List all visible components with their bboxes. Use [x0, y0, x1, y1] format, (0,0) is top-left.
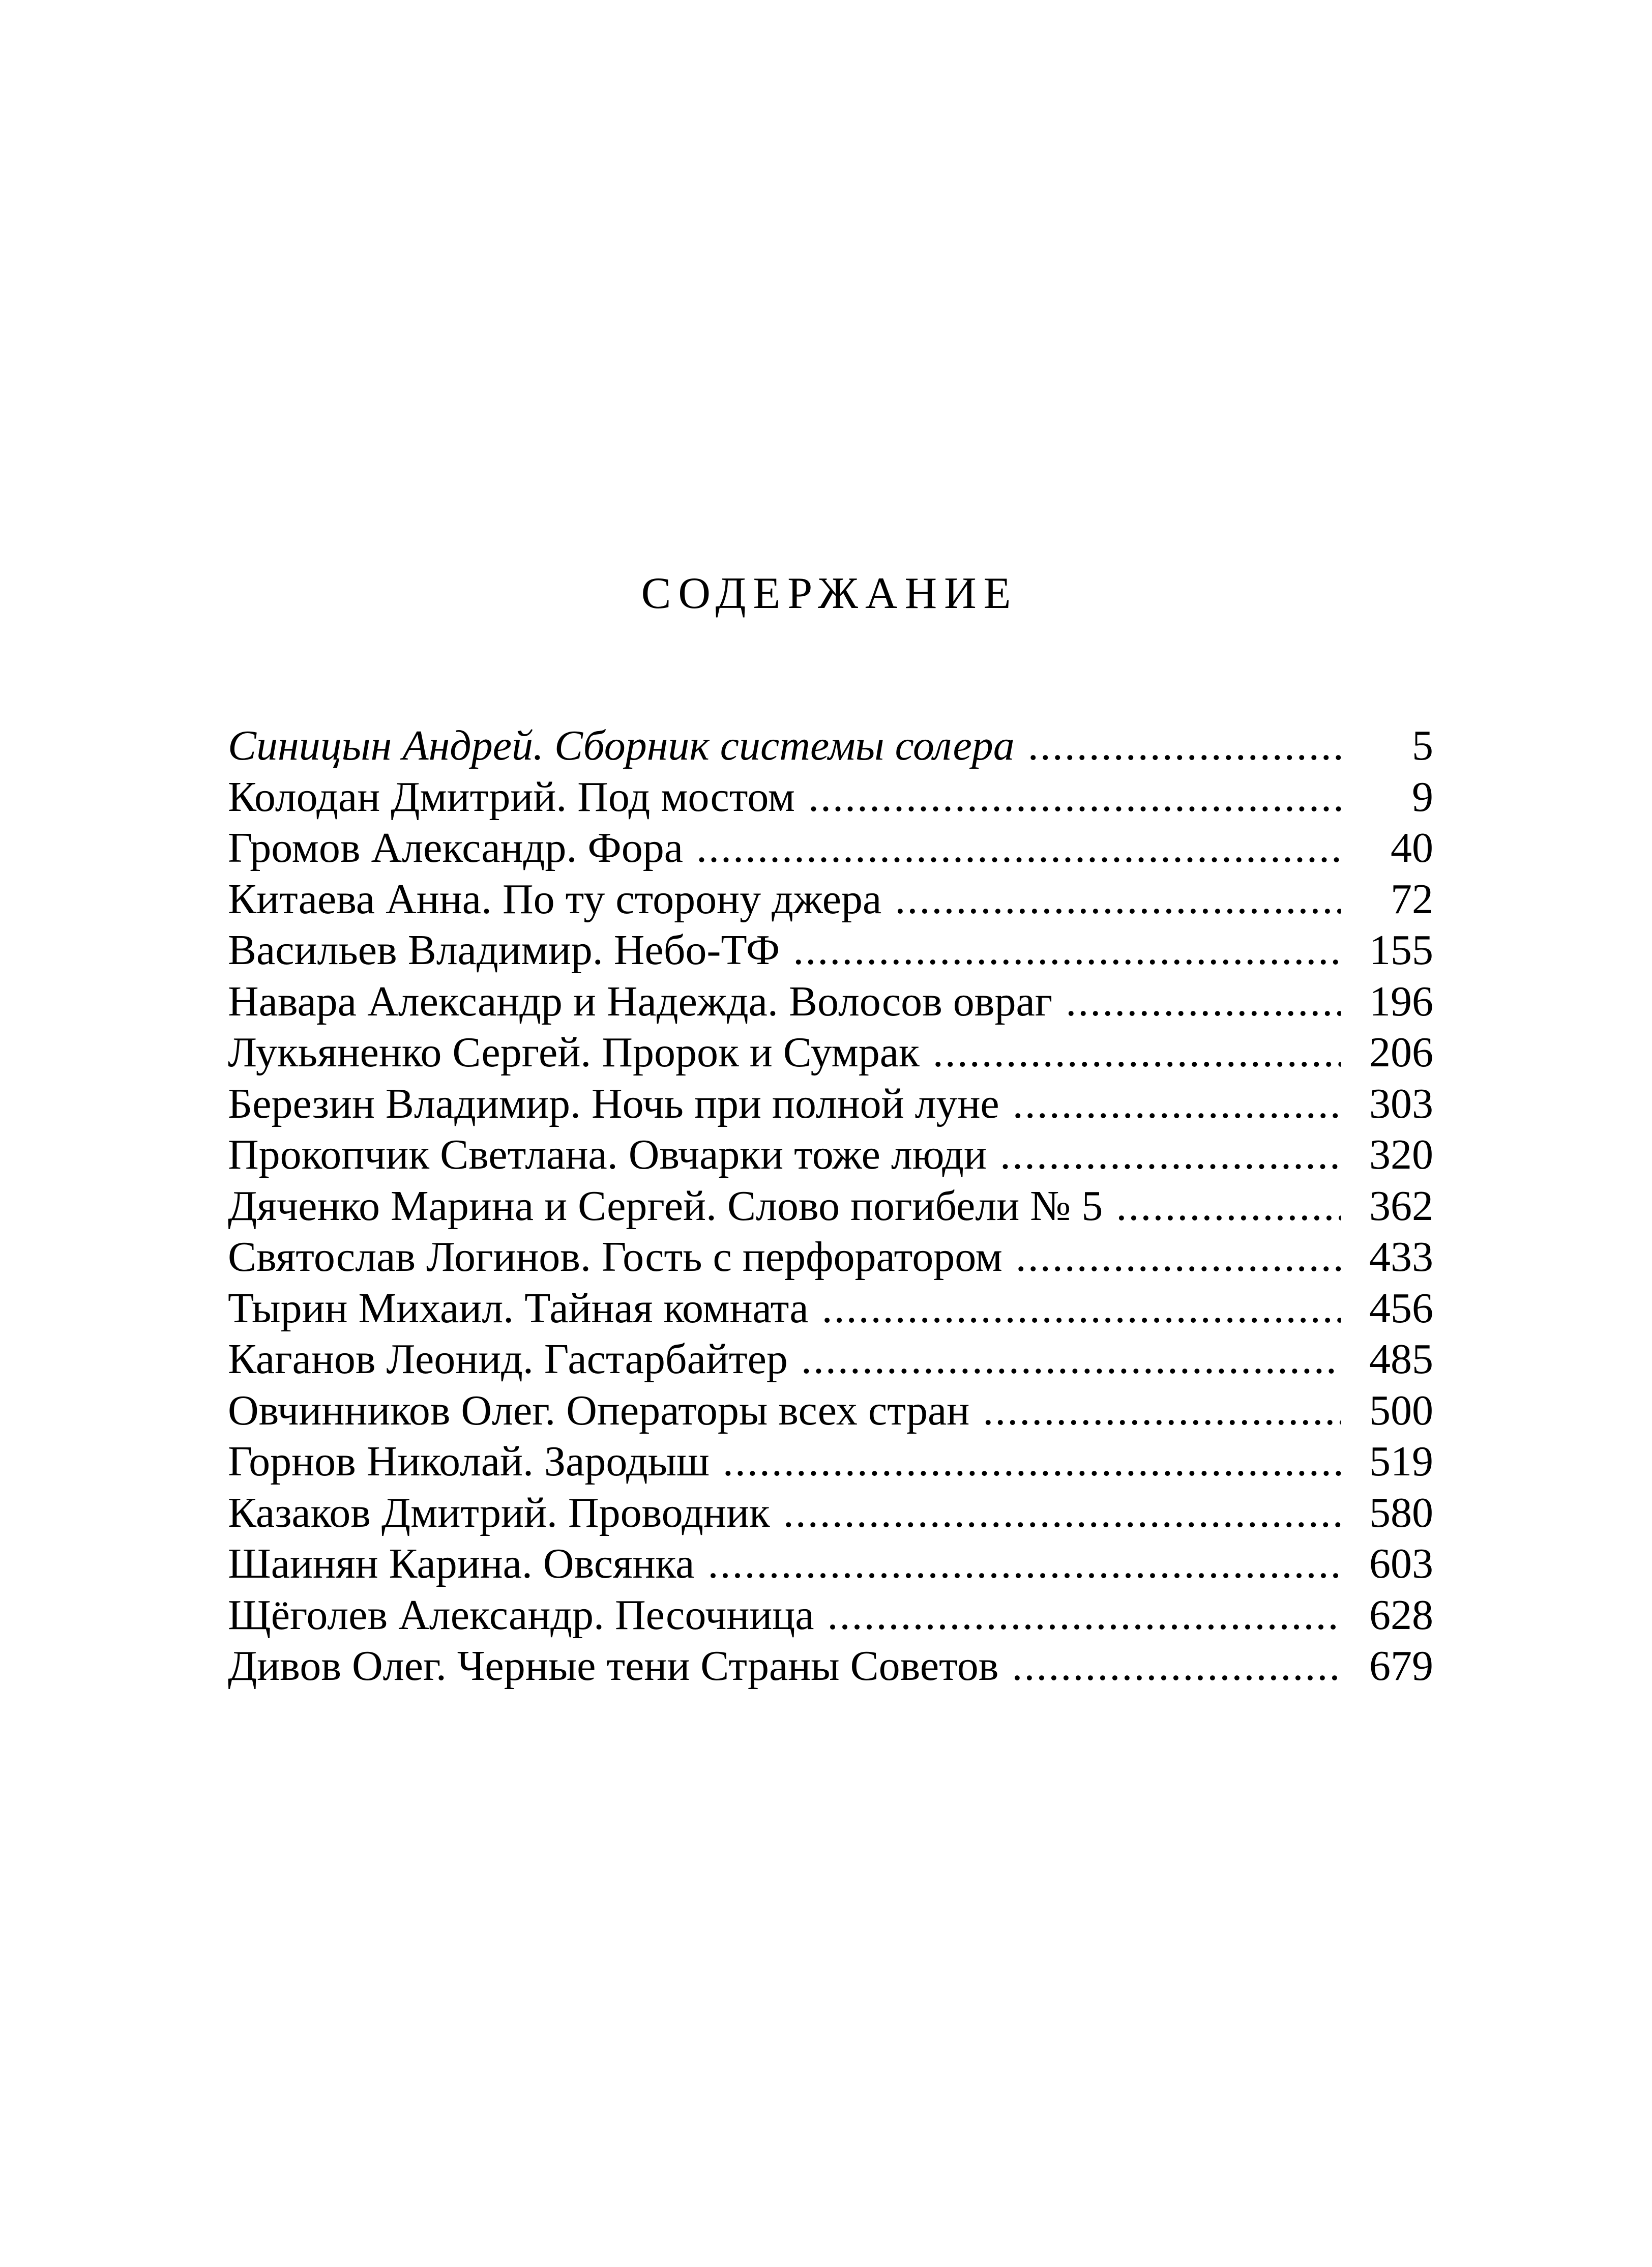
toc-page-number: 72 — [1391, 875, 1433, 923]
toc-page-number: 433 — [1369, 1233, 1433, 1281]
toc-entry — [228, 1129, 1433, 1181]
toc-page-number: 485 — [1369, 1335, 1433, 1383]
toc-entry-text: Китаева Анна. По ту сторону джера — [228, 875, 882, 923]
dot-leader — [783, 1488, 1341, 1538]
dot-leader — [723, 1436, 1341, 1487]
toc-entry — [228, 1079, 1433, 1130]
dot-leader — [1066, 976, 1341, 1027]
toc-entry-text: Щёголев Александр. Песочница — [228, 1591, 814, 1639]
toc-entry-text: Каганов Леонид. Гастарбайтер — [228, 1335, 788, 1383]
toc-page-number: 500 — [1369, 1386, 1433, 1434]
toc-entry — [228, 720, 1433, 772]
dot-leader — [1000, 1129, 1341, 1180]
toc-entry-text: Лукьяненко Сергей. Пророк и Сумрак — [228, 1029, 920, 1076]
toc-page-number: 320 — [1369, 1131, 1433, 1178]
toc-entry — [228, 1488, 1433, 1539]
toc-page-number: 5 — [1412, 722, 1433, 769]
dot-leader — [808, 772, 1341, 823]
toc-entry-text: Громов Александр. Фора — [228, 824, 684, 871]
toc-page-number: 362 — [1369, 1182, 1433, 1230]
toc-page-number: 679 — [1369, 1642, 1433, 1690]
toc-entry-text: Березин Владимир. Ночь при полной луне — [228, 1080, 999, 1127]
toc-page-number: 519 — [1369, 1438, 1433, 1485]
toc-page-number: 303 — [1369, 1080, 1433, 1127]
toc-entry — [228, 1232, 1433, 1283]
toc-entry-text: Прокопчик Светлана. Овчарки тоже люди — [228, 1131, 987, 1178]
toc-entry-text: Тырин Михаил. Тайная комната — [228, 1284, 809, 1332]
page-title: СОДЕРЖАНИЕ — [641, 569, 1018, 618]
toc-entry — [228, 1538, 1433, 1590]
toc-entry-text: Колодан Дмитрий. Под мостом — [228, 773, 795, 821]
toc-entry-text: Синицын Андрей. Сборник системы солера — [228, 722, 1015, 769]
toc-entry — [228, 1641, 1433, 1692]
dot-leader — [801, 1334, 1341, 1385]
toc-page-number: 628 — [1369, 1591, 1433, 1639]
toc-entry — [228, 976, 1433, 1028]
toc-entry — [228, 1181, 1433, 1232]
toc-entry-text: Святослав Логинов. Гость с перфоратором — [228, 1233, 1002, 1281]
toc-page-number: 40 — [1391, 824, 1433, 871]
dot-leader — [1028, 720, 1341, 771]
toc-entry-text: Горнов Николай. Зародыш — [228, 1438, 710, 1485]
toc-entry — [228, 1334, 1433, 1385]
toc-page-number: 9 — [1412, 773, 1433, 821]
toc-entry — [228, 1436, 1433, 1488]
toc-page-number: 580 — [1369, 1489, 1433, 1536]
toc-page-number: 206 — [1369, 1029, 1433, 1076]
dot-leader — [696, 823, 1341, 874]
dot-leader — [828, 1590, 1341, 1641]
toc-entry — [228, 925, 1433, 976]
toc-entry — [228, 1590, 1433, 1641]
dot-leader — [707, 1538, 1341, 1589]
toc-entry — [228, 823, 1433, 874]
table-of-contents — [228, 720, 1433, 1692]
toc-entry-text: Шаинян Карина. Овсянка — [228, 1540, 695, 1587]
dot-leader — [1013, 1079, 1341, 1129]
toc-page-number: 456 — [1369, 1284, 1433, 1332]
toc-entry-text: Казаков Дмитрий. Проводник — [228, 1489, 770, 1536]
toc-page-number: 196 — [1369, 977, 1433, 1025]
dot-leader — [822, 1283, 1341, 1334]
dot-leader — [1116, 1181, 1341, 1232]
toc-entry-text: Навара Александр и Надежда. Волосов овраг — [228, 977, 1053, 1025]
toc-entry — [228, 1283, 1433, 1334]
toc-entry-text: Дяченко Марина и Сергей. Слово погибели № 5 — [228, 1182, 1103, 1230]
toc-page-number: 155 — [1369, 926, 1433, 974]
dot-leader — [1016, 1232, 1341, 1283]
dot-leader — [1012, 1641, 1341, 1692]
dot-leader — [983, 1385, 1341, 1436]
toc-entry-text: Дивов Олег. Черные тени Страны Советов — [228, 1642, 999, 1690]
toc-page-number: 603 — [1369, 1540, 1433, 1587]
toc-entry — [228, 1385, 1433, 1437]
toc-entry — [228, 1027, 1433, 1079]
toc-entry-text: Овчинников Олег. Операторы всех стран — [228, 1386, 970, 1434]
toc-entry — [228, 772, 1433, 823]
dot-leader — [933, 1027, 1341, 1078]
toc-entry-text: Васильев Владимир. Небо-ТФ — [228, 926, 780, 974]
dot-leader — [895, 874, 1341, 925]
dot-leader — [793, 925, 1341, 976]
toc-entry — [228, 874, 1433, 925]
